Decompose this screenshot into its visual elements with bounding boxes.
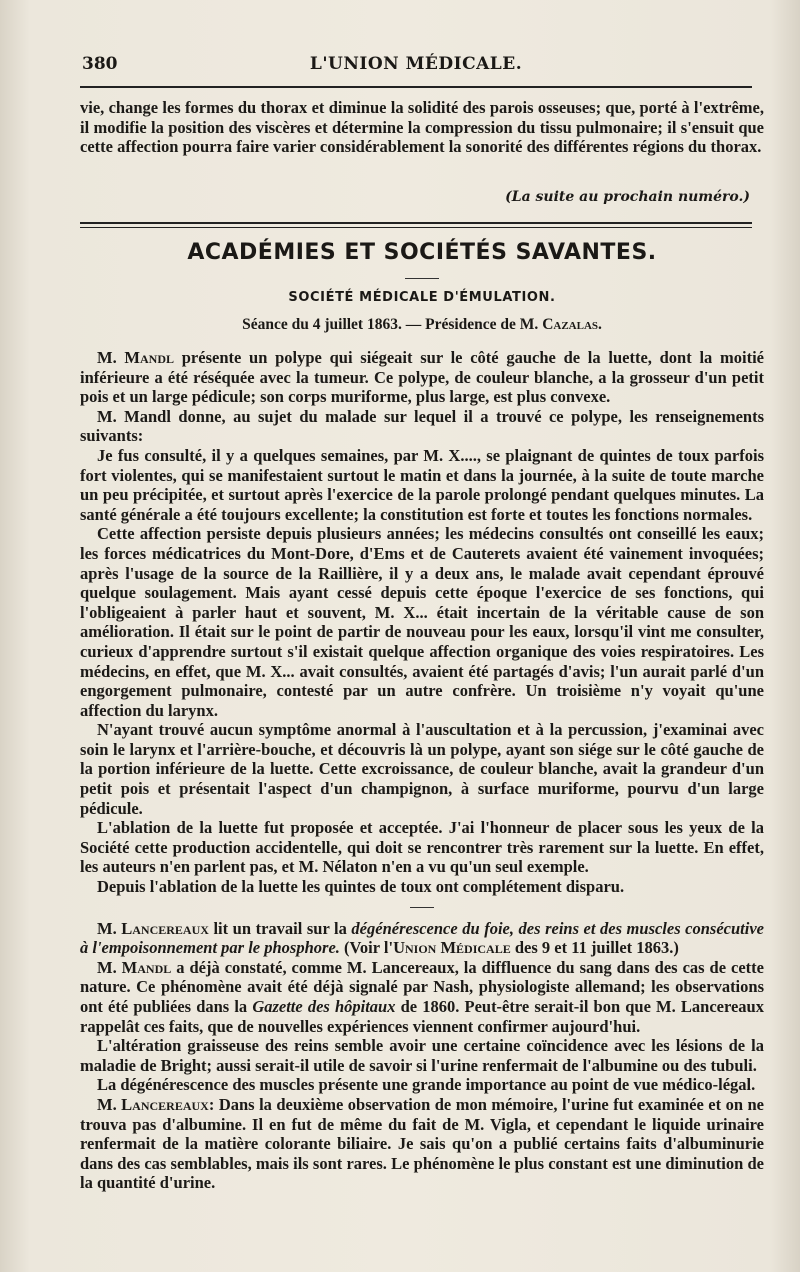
intro-text [80,98,764,157]
page-number: 380 [82,54,118,74]
paragraph-12: M. Lancereaux: Dans la deuxième observation de mon mémoire, l'urine fut examinée et on ne trouva pas d'albumine. Il en fut de même du fait de M. Vigla, et cependant le liquide urinaire renfermait de la matière colorante biliaire. Je sais qu'on a publié certains faits d'albuminurie dans des cas semblables, mais ils sont rares. Le phénomène le plus constant est une diminution de la quantité d'urine. [80,1094,764,1193]
session-president: Cazalas [542,316,599,333]
session-line [80,316,764,334]
paragraph-4: Cette affection persiste depuis plusieurs années; les médecins consultés ont conseillé les eaux; les forces médicatrices du Mont-Dore, d'Ems et de Cauterets avaient été vainement invoquées; après l'usage de la source de la Raillière, il y a deux ans, le malade avait cependant éprouvé quelque soulagement. Mais ayant cessé depuis cette époque l'exercice de ses fonctions, qui l'obligeaient à parler haut et souvent, M. X... était incertain de la véritable cause de son amélioration. Il était sur le point de partir de nouveau pour les eaux, lorsqu'il vint me consulter, curieux d'apprendre surtout s'il existait quelque affection organique des voies respiratoires. Les médecins, en effet, que M. X... avait consultés, avaient été partagés d'avis; l'un aurait parlé d'un engorgement pulmonaire, contesté par un autre confrère. Un troisième n'y voyait qu'une affection du larynx. [80,524,764,720]
speaker-mandl-2: M. Mandl [97,957,172,977]
paragraph-separator [410,907,434,908]
page-header [82,52,750,80]
article-body [80,348,764,1193]
paragraph-8: M. Lancereaux lit un travail sur la dégénérescence du foie, des reins et des muscles consécutive à l'empoisonnement par le phosphore. (Voir l'Union Médicale des 9 et 11 juillet 1863.) [80,918,764,958]
paragraph-11: La dégénérescence des muscles présente une grande importance au point de vue médico-légal. [97,1075,756,1095]
title-short-rule [405,278,439,279]
paragraph-3: Je fus consulté, il y a quelques semaines, par M. X...., se plaignant de quintes de toux parfois fort violentes, qui se manifestaient surtout le matin et dans la journée, à la suite de toute marche un peu précipitée, et surtout après l'exercice de la parole prolongé pendant quelques minutes. La santé générale a été toujours excellente; la constitution est forte et toutes les fonctions normales. [80,445,764,524]
section-double-rule-bottom [80,227,752,228]
paragraph-6: L'ablation de la luette fut proposée et acceptée. J'ai l'honneur de placer sous les yeux de la Société cette production accidentelle, qui doit se rencontrer très rarement sur la luette. En effet, les auteurs n'en parlent pas, et M. Nélaton n'en a vu qu'un seul exemple. [80,818,764,877]
continued-note: (La suite au prochain numéro.) [505,189,750,205]
paragraph-1: M. Mandl présente un polype qui siégeait sur le côté gauche de la luette, dont la moitié inférieure a été réséquée avec la tumeur. Ce polype, de couleur blanche, a la grosseur d'un petit pois et un large pédicule; son corps muriforme, plus large, est plus convexe. [80,348,764,407]
paragraph-5: N'ayant trouvé aucun symptôme anormal à l'auscultation et à la percussion, j'examinai avec soin le larynx et l'arrière-bouche, et découvris là un polype, ayant son siége sur le côté gauche de la portion inférieure de la luette. Cette excroissance, de couleur blanche, avait la grandeur d'un petit pois et présentait l'aspect d'un champignon, à surface muriforme, pourvu d'un large pédicule. [80,720,764,818]
running-title: L'UNION MÉDICALE. [309,54,523,74]
header-rule [80,86,752,88]
section-title: ACADÉMIES ET SOCIÉTÉS SAVANTES. [187,240,657,265]
intro-paragraph: vie, change les formes du thorax et diminue la solidité des parois osseuses; que, porté à l'extrême, il modifie la position des viscères et détermine la compression du tissu pulmonaire; il s'ensuit que cette affection pourra faire varier considérablement la sonorité des différentes régions du thorax. [80,98,764,157]
society-name: SOCIÉTÉ MÉDICALE D'ÉMULATION. [288,290,556,305]
session-prefix: Séance du 4 juillet 1863. — Présidence de M. [242,316,539,333]
session-suffix: . [598,316,602,333]
speaker-lancereaux-2: M. Lancereaux [97,1094,209,1114]
section-double-rule-top [80,222,752,224]
paragraph-2: M. Mandl donne, au sujet du malade sur lequel il a trouvé ce polype, les renseignements suivants: [80,406,764,446]
speaker-mandl: M. Mandl [97,348,175,367]
paragraph-10: L'altération graisseuse des reins semble avoir une certaine coïncidence avec les lésions de la maladie de Bright; aussi serait-il utile de savoir si l'urine renfermait de l'albumine ou des tubuli. [80,1036,764,1075]
paragraph-9: M. Mandl a déjà constaté, comme M. Lancereaux, la diffluence du sang dans des cas de cette nature. Ce phénomène avait été déjà signalé par Nash, physiologiste allemand; les observations ont été publiées dans la Gazette des hôpitaux de 1860. Peut-être serait-il bon que M. Lancereaux rappelât ces faits, que de nouvelles expériences viennent confirmer aujourd'hui. [80,957,764,1036]
speaker-lancereaux: M. Lancereaux [97,918,209,938]
paragraph-7: Depuis l'ablation de la luette les quintes de toux ont complétement disparu. [97,877,625,897]
